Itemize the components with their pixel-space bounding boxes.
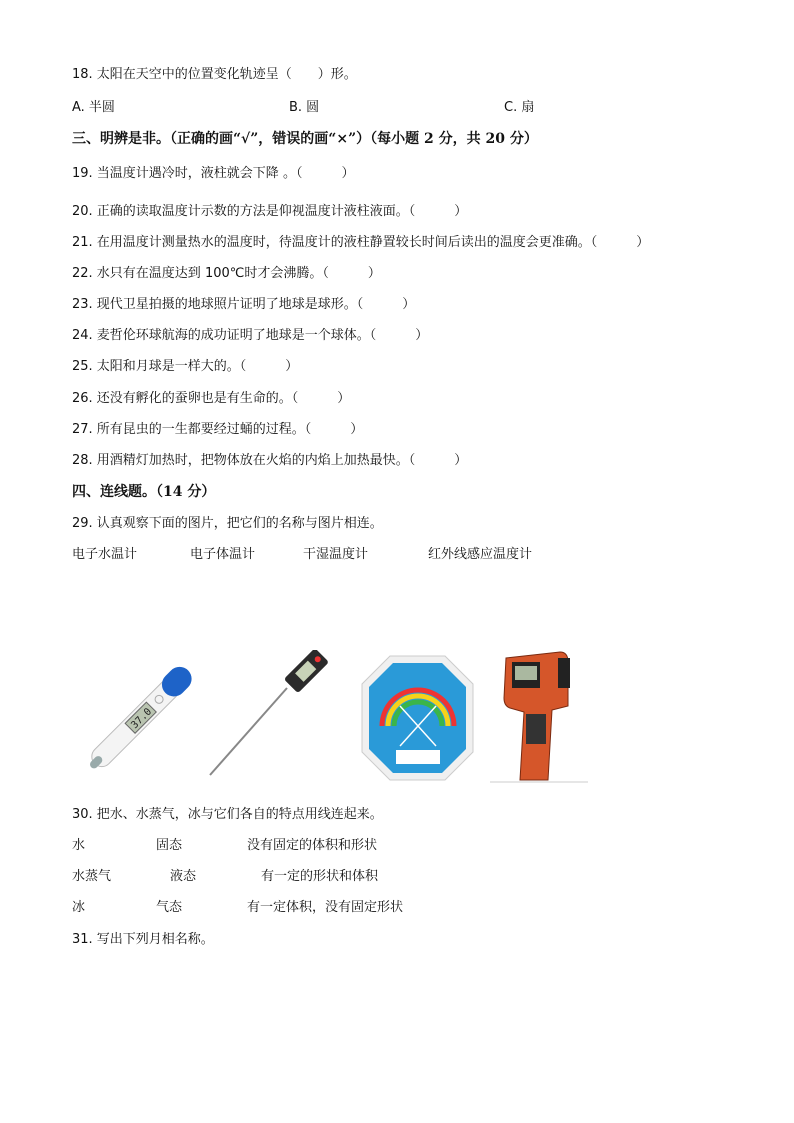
q30-row2-property: 有一定的形状和体积 — [261, 869, 379, 884]
q30-row2-state: 液态 — [170, 869, 197, 884]
question-24: 24. 麦哲伦环球航海的成功证明了地球是一个球体。（ ） — [72, 328, 429, 343]
section-3-title: 三、明辨是非。（正确的画“√”，错误的画“×”）（每小题 2 分，共 20 分） — [72, 131, 538, 147]
q30-row1-substance: 水 — [72, 838, 86, 853]
water-thermometer-image — [205, 650, 335, 780]
name-electronic-body-thermometer: 电子体温计 — [190, 547, 256, 562]
name-infrared-thermometer: 红外线感应温度计 — [428, 547, 533, 562]
question-25: 25. 太阳和月球是一样大的。（ ） — [72, 359, 299, 374]
q18-option-c: C. 扇 — [504, 100, 535, 115]
infrared-thermometer-image — [490, 648, 590, 784]
question-18: 18. 太阳在天空中的位置变化轨迹呈（ ）形。 — [72, 67, 357, 82]
question-31: 31. 写出下列月相名称。 — [72, 932, 214, 947]
q18-option-b: B. 圆 — [289, 100, 320, 115]
q18-option-a: A. 半圆 — [72, 100, 115, 115]
hygrometer-image — [360, 654, 475, 782]
question-23: 23. 现代卫星拍摄的地球照片证明了地球是球形。（ ） — [72, 297, 416, 312]
q30-row3-state: 气态 — [156, 900, 183, 915]
question-20: 20. 正确的读取温度计示数的方法是仰视温度计液柱液面。（ ） — [72, 204, 468, 219]
q30-row1-property: 没有固定的体积和形状 — [247, 838, 378, 853]
name-hygrometer: 干湿温度计 — [303, 547, 369, 562]
question-29: 29. 认真观察下面的图片，把它们的名称与图片相连。 — [72, 516, 383, 531]
body-thermometer-display: 37.0 — [129, 706, 155, 732]
question-22: 22. 水只有在温度达到 100℃时才会沸腾。（ ） — [72, 266, 381, 281]
name-electronic-water-thermometer: 电子水温计 — [72, 547, 138, 562]
body-thermometer-image — [70, 650, 210, 785]
question-27: 27. 所有昆虫的一生都要经过蛹的过程。（ ） — [72, 422, 364, 437]
question-21: 21. 在用温度计测量热水的温度时，待温度计的液柱静置较长时间后读出的温度会更准确。（ ） — [72, 235, 650, 250]
question-19: 19. 当温度计遇冷时，液柱就会下降 。（ ） — [72, 166, 355, 181]
question-28: 28. 用酒精灯加热时，把物体放在火焰的内焰上加热最快。（ ） — [72, 453, 468, 468]
q30-row3-substance: 冰 — [72, 900, 86, 915]
section-4-title: 四、连线题。（14 分） — [72, 484, 216, 500]
q30-row1-state: 固态 — [156, 838, 183, 853]
question-26: 26. 还没有孵化的蚕卵也是有生命的。（ ） — [72, 391, 351, 406]
q30-row2-substance: 水蒸气 — [72, 869, 112, 884]
q30-row3-property: 有一定体积，没有固定形状 — [247, 900, 404, 915]
question-30: 30. 把水、水蒸气，冰与它们各自的特点用线连起来。 — [72, 807, 383, 822]
